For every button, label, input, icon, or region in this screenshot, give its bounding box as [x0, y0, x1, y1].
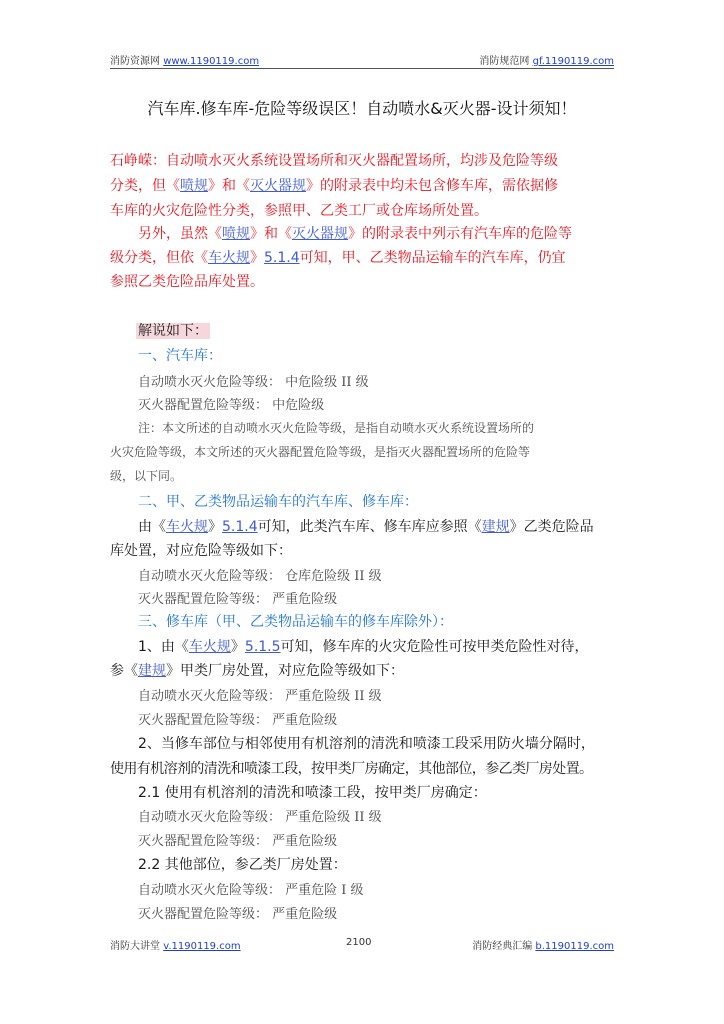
s2-para-line-2: 库处置，对应危险等级如下： [110, 543, 292, 559]
s3-para-line-3: 2、当修车部位与相邻使用有机溶剂的清洗和喷漆工段采用防火墙分隔时， [138, 736, 595, 752]
ref-link[interactable]: 5.1.4 [222, 519, 258, 535]
header-left-link[interactable]: www.1190119.com [163, 56, 260, 67]
page-header [110, 52, 614, 69]
s3-extinguisher-level-1: 灭火器配置危险等级： 严重危险级 [138, 713, 338, 728]
text: 》乙类危险品 [509, 519, 594, 535]
text: 由《 [138, 519, 166, 535]
s2-para-line-1 [138, 516, 642, 536]
ref-link[interactable]: 5.1.4 [264, 250, 300, 266]
text: 级分类，但依《 [110, 250, 208, 266]
s1-extinguisher-level: 灭火器配置危险等级： 中危险级 [138, 398, 325, 413]
footer-right [472, 937, 614, 952]
s1-note-line-3: 级，以下同。 [110, 469, 183, 483]
text: 》 [208, 519, 222, 535]
ref-link[interactable]: 灭火器规 [292, 226, 348, 242]
text: 分类，但《 [110, 178, 180, 194]
header-right [479, 52, 614, 67]
text: 》的附录表中均未包含修车库，需依据修 [306, 178, 558, 194]
text: 参《 [110, 663, 138, 679]
text: 》和《 [250, 226, 292, 242]
text: 1、由《 [138, 639, 189, 655]
footer-right-link[interactable]: b.1190119.com [535, 941, 614, 952]
ref-link[interactable]: 喷规 [222, 226, 250, 242]
footer-left-site: 消防大讲堂 [110, 941, 160, 952]
header-right-link[interactable]: gf.1190119.com [532, 56, 614, 67]
header-left-site: 消防资源网 [110, 56, 160, 67]
text: 可知，修车库的火灾危险性可按甲类危险性对待， [280, 639, 589, 655]
text: 》 [250, 250, 264, 266]
s2-extinguisher-level: 灭火器配置危险等级： 严重危险级 [138, 592, 338, 607]
footer-right-site: 消防经典汇编 [472, 941, 533, 952]
s2-sprinkler-level: 自动喷水灭火危险等级： 仓库危险级 II 级 [138, 569, 382, 584]
text: 》的附录表中列示有汽车库的危险等 [348, 226, 572, 242]
text: 》甲类厂房处置，对应危险等级如下： [166, 663, 404, 679]
page-number: 2100 [346, 937, 372, 948]
text: 》 [230, 639, 245, 655]
s3-sub-heading-2: 2.2 其他部位，参乙类厂房处置： [138, 857, 347, 873]
s3-sprinkler-level-1: 自动喷水灭火危险等级： 严重危险级 II 级 [138, 689, 382, 704]
ref-link[interactable]: 建规 [481, 519, 510, 535]
ref-link[interactable]: 车火规 [208, 250, 250, 266]
intro-line-5 [110, 247, 614, 267]
document-title: 汽车库.修车库-危险等级误区！自动喷水&灭火器-设计须知！ [147, 99, 577, 118]
footer-left [110, 937, 241, 952]
s3-extinguisher-level-2: 灭火器配置危险等级： 严重危险级 [138, 834, 338, 849]
intro-line-4 [138, 223, 642, 243]
footer-left-link[interactable]: v.1190119.com [163, 941, 241, 952]
intro-line-6: 参照乙类危险品库处置。 [110, 274, 264, 290]
ref-link[interactable]: 建规 [138, 663, 166, 679]
section-1-heading: 一、汽车库： [138, 348, 222, 364]
text: 另外，虽然《 [138, 226, 222, 242]
ref-link[interactable]: 灭火器规 [250, 178, 306, 194]
intro-line-2 [110, 175, 614, 195]
highlighted-text: 解说如下： [138, 323, 208, 339]
s1-note-line-2: 火灾危险等级，本文所述的灭火器配置危险等级，是指灭火器配置场所的危险等 [110, 445, 531, 459]
text: 可知，此类汽车库、修车库应参照《 [257, 519, 482, 535]
section-3-heading: 三、修车库（甲、乙类物品运输车的修车库除外）： [138, 614, 453, 630]
s3-para-line-2 [110, 660, 614, 680]
s3-sub-heading-1: 2.1 使用有机溶剂的清洗和喷漆工段，按甲类厂房确定： [138, 785, 487, 801]
s1-sprinkler-level: 自动喷水灭火危险等级： 中危险级 II 级 [138, 375, 369, 390]
intro-line-3: 车库的火灾危险性分类，参照甲、乙类工厂或仓库场所处置。 [110, 203, 488, 219]
s3-para-line-1 [138, 636, 642, 656]
s3-extinguisher-level-3: 灭火器配置危险等级： 严重危险级 [138, 907, 338, 922]
ref-link[interactable]: 车火规 [188, 639, 231, 655]
s3-sprinkler-level-3: 自动喷水灭火危险等级： 严重危险 I 级 [138, 883, 364, 898]
header-left [110, 52, 259, 67]
ref-link[interactable]: 5.1.5 [244, 639, 281, 655]
text: 可知，甲、乙类物品运输车的汽车库，仍宜 [299, 250, 566, 266]
text: 》和《 [208, 178, 250, 194]
s1-note-line-1: 注：本文所述的自动喷水灭火危险等级，是指自动喷水灭火系统设置场所的 [138, 421, 535, 435]
section-2-heading: 二、甲、乙类物品运输车的汽车库、修车库： [138, 494, 418, 510]
intro-line-1: 石峥嵘：自动喷水灭火系统设置场所和灭火器配置场所，均涉及危险等级 [110, 153, 558, 169]
explain-title [136, 320, 640, 340]
ref-link[interactable]: 车火规 [166, 519, 208, 535]
header-right-site: 消防规范网 [479, 56, 530, 67]
s3-para-line-4: 使用有机溶剂的清洗和喷漆工段，按甲类厂房确定，其他部位，参乙类厂房处置。 [110, 761, 593, 777]
s3-sprinkler-level-2: 自动喷水灭火危险等级： 严重危险级 II 级 [138, 810, 382, 825]
page-footer [110, 937, 614, 951]
ref-link[interactable]: 喷规 [180, 178, 208, 194]
